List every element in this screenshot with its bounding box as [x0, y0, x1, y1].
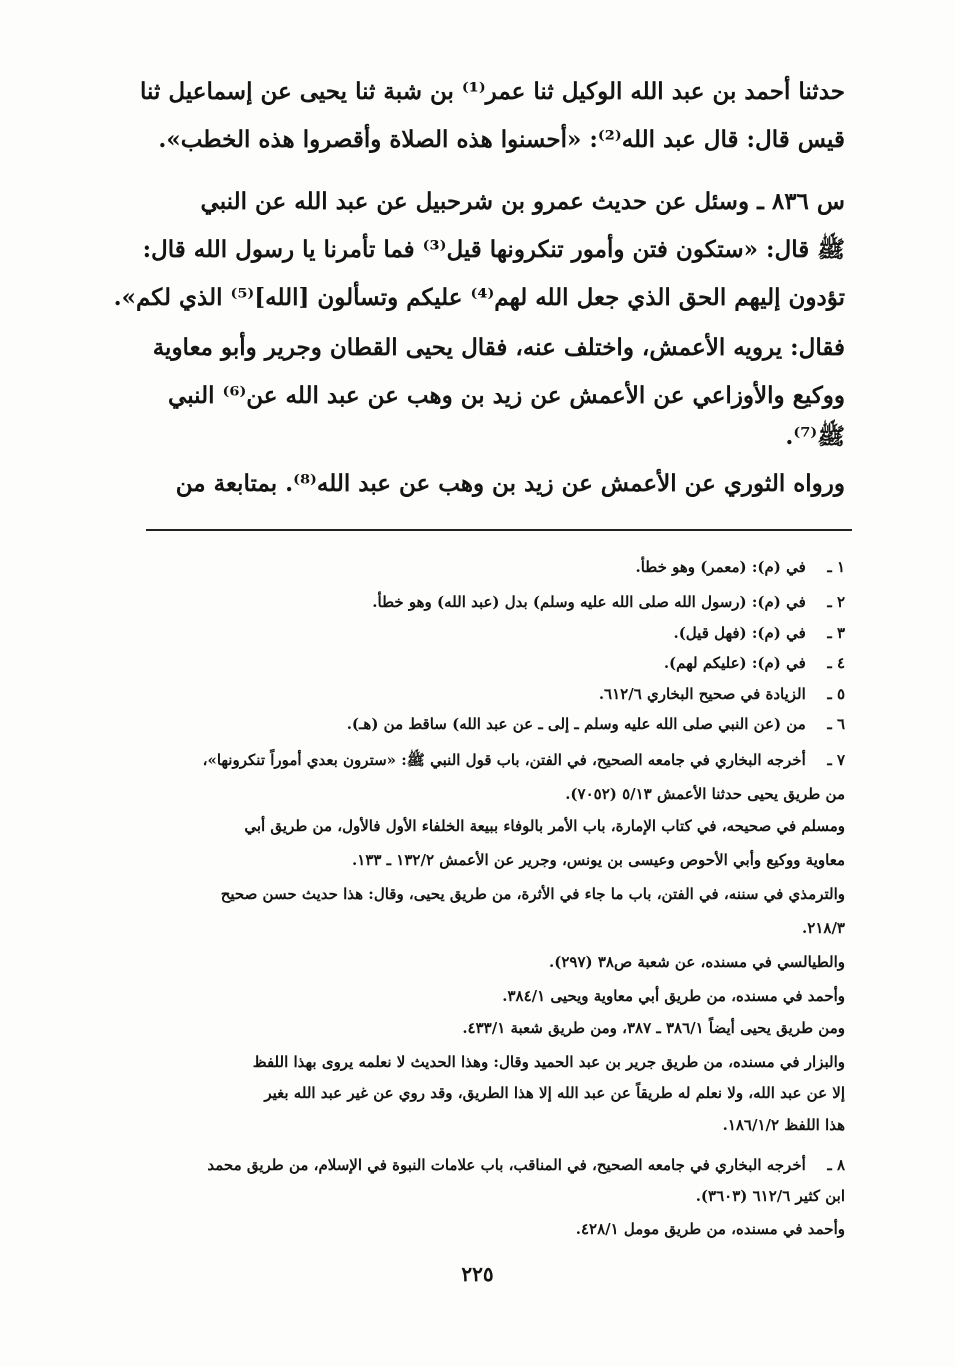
footnote-text: والطيالسي في مسنده، عن شعبة ص٣٨ (٢٩٧).	[549, 953, 845, 971]
text-line	[145, 178, 845, 226]
footnote-continuation	[130, 981, 845, 1012]
footnote-continuation	[130, 1214, 845, 1245]
footnote-continuation	[130, 1078, 845, 1109]
footnote-text: هذا اللفظ ١٨٦/١/٢.	[722, 1116, 845, 1134]
footnote-continuation	[130, 1013, 845, 1044]
text-line: حدثنا أحمد بن عبد الله الوكيل ثنا عمر⁽¹⁾ بن شبة ثنا يحيى عن إسماعيل ثنا	[140, 78, 845, 105]
paragraph-answer	[145, 324, 845, 460]
footnote-number: ٨ ـ	[827, 1156, 845, 1174]
question-text: وسئل عن حديث عمرو بن شرحبيل عن عبد الله عن النبي	[200, 188, 750, 215]
text-line: ﷺ قال: «ستكون فتن وأمور تنكرونها قيل⁽³⁾ فما تأمرنا يا رسول الله قال:	[142, 236, 845, 263]
footnote-number: ١ ـ	[827, 558, 845, 576]
footnote-text: ومن طريق يحيى أيضاً ٣٨٦/١ ـ ٣٨٧، ومن طريق شعبة ٤٣٣/١.	[462, 1019, 845, 1037]
footnote-text: الزيادة في صحيح البخاري ٦١٢/٦.	[598, 685, 806, 703]
footnote	[130, 648, 845, 679]
footnote	[130, 679, 845, 710]
footnote-text: في (م): (رسول الله صلى الله عليه وسلم) بدل (عبد الله) وهو خطأ.	[372, 593, 806, 611]
footnote-text: أخرجه البخاري في جامعه الصحيح، في الفتن، باب قول النبي ﷺ: «سترون بعدي أموراً تنكرونها»،	[202, 751, 806, 769]
footnote-text: أخرجه البخاري في جامعه الصحيح، في المناقب، باب علامات النبوة في الإسلام، من طريق محمد	[207, 1156, 806, 1174]
page-number: ٢٢٥	[461, 1262, 494, 1286]
question-number: س ٨٣٦ ـ	[757, 188, 845, 215]
footnote-number: ٢ ـ	[827, 593, 845, 611]
footnote-text: وأحمد في مسنده، من طريق أبي معاوية ويحيى ٣٨٤/١.	[502, 987, 845, 1005]
footnote-text: ومسلم في صحيحه، في كتاب الإمارة، باب الأمر بالوفاء ببيعة الخلفاء الأول فالأول، من طريق أبي	[244, 817, 845, 835]
text-line: فقال: يرويه الأعمش، واختلف عنه، فقال يحيى القطان وجرير وأبو معاوية	[152, 334, 845, 361]
footnote-text: في (م): (معمر) وهو خطأ.	[635, 558, 806, 576]
footnote-continuation	[130, 1110, 845, 1141]
footnote	[130, 1150, 845, 1181]
footnote	[130, 618, 845, 649]
text-line: قيس قال: قال عبد الله⁽²⁾: «أحسنوا هذه الصلاة وأقصروا هذه الخطب».	[158, 126, 845, 153]
footnote-text: ابن كثير ٦١٢/٦ (٣٦٠٣).	[695, 1187, 845, 1205]
footnote-text: معاوية ووكيع وأبي الأحوص وعيسى بن يونس، وجرير عن الأعمش ١٣٢/٢ ـ ١٣٣.	[352, 851, 845, 869]
footnote-number: ٤ ـ	[827, 654, 845, 672]
footnote-text: والبزار في مسنده، من طريق جرير بن عبد الحميد وقال: وهذا الحديث لا نعلمه يروى بهذا اللفظ	[252, 1053, 845, 1071]
text-line: تؤدون إليهم الحق الذي جعل الله لهم⁽⁴⁾ عليكم وتسألون [الله]⁽⁵⁾ الذي لكم».	[113, 284, 845, 311]
footnote	[130, 552, 845, 583]
footnote	[130, 587, 845, 618]
footnote-continuation	[130, 879, 845, 910]
footnote-continuation	[130, 947, 845, 978]
footnote-text: إلا عن عبد الله، ولا نعلم له طريقاً عن عبد الله إلا هذا الطريق، وقد روي عن غير عبد الله بغير	[264, 1084, 845, 1102]
paragraph-question	[113, 178, 845, 322]
footnote-number: ٧ ـ	[827, 751, 845, 769]
footnote	[130, 709, 845, 740]
footnote-separator	[146, 529, 852, 531]
footnote-text: من (عن النبي صلى الله عليه وسلم ـ إلى ـ عن عبد الله) ساقط من (هـ).	[346, 715, 806, 733]
footnote-continuation	[130, 845, 845, 876]
text-line: ووكيع والأوزاعي عن الأعمش عن زيد بن وهب عن عبد الله عن⁽⁶⁾ النبي	[168, 382, 845, 409]
footnote-continuation	[130, 779, 845, 810]
footnote-text: في (م): (فهل قيل).	[673, 624, 806, 642]
footnote-text: من طريق يحيى حدثنا الأعمش ٥/١٣ (٧٠٥٢).	[565, 785, 845, 803]
footnote-text: في (م): (عليكم لهم).	[663, 654, 806, 672]
footnote-text: ٢١٨/٣.	[802, 919, 845, 937]
footnote-continuation	[130, 811, 845, 842]
text-line: ﷺ⁽⁷⁾.	[785, 423, 845, 450]
text-line: ورواه الثوري عن الأعمش عن زيد بن وهب عن عبد الله⁽⁸⁾. بمتابعة من	[175, 470, 845, 497]
footnote	[130, 745, 845, 776]
paragraph-continuation	[145, 460, 845, 508]
footnote-continuation	[130, 1047, 845, 1078]
footnote-text: وأحمد في مسنده، من طريق مومل ٤٢٨/١.	[575, 1220, 845, 1238]
footnote-number: ٦ ـ	[827, 715, 845, 733]
paragraph-hadith-text	[140, 68, 845, 164]
footnote-number: ٥ ـ	[827, 685, 845, 703]
footnote-text: والترمذي في سننه، في الفتن، باب ما جاء في الأثرة، من طريق يحيى، وقال: هذا حديث حسن صحيح	[220, 885, 845, 903]
footnote-number: ٣ ـ	[827, 624, 845, 642]
footnote-continuation	[130, 1181, 845, 1212]
footnote-continuation	[130, 913, 845, 944]
